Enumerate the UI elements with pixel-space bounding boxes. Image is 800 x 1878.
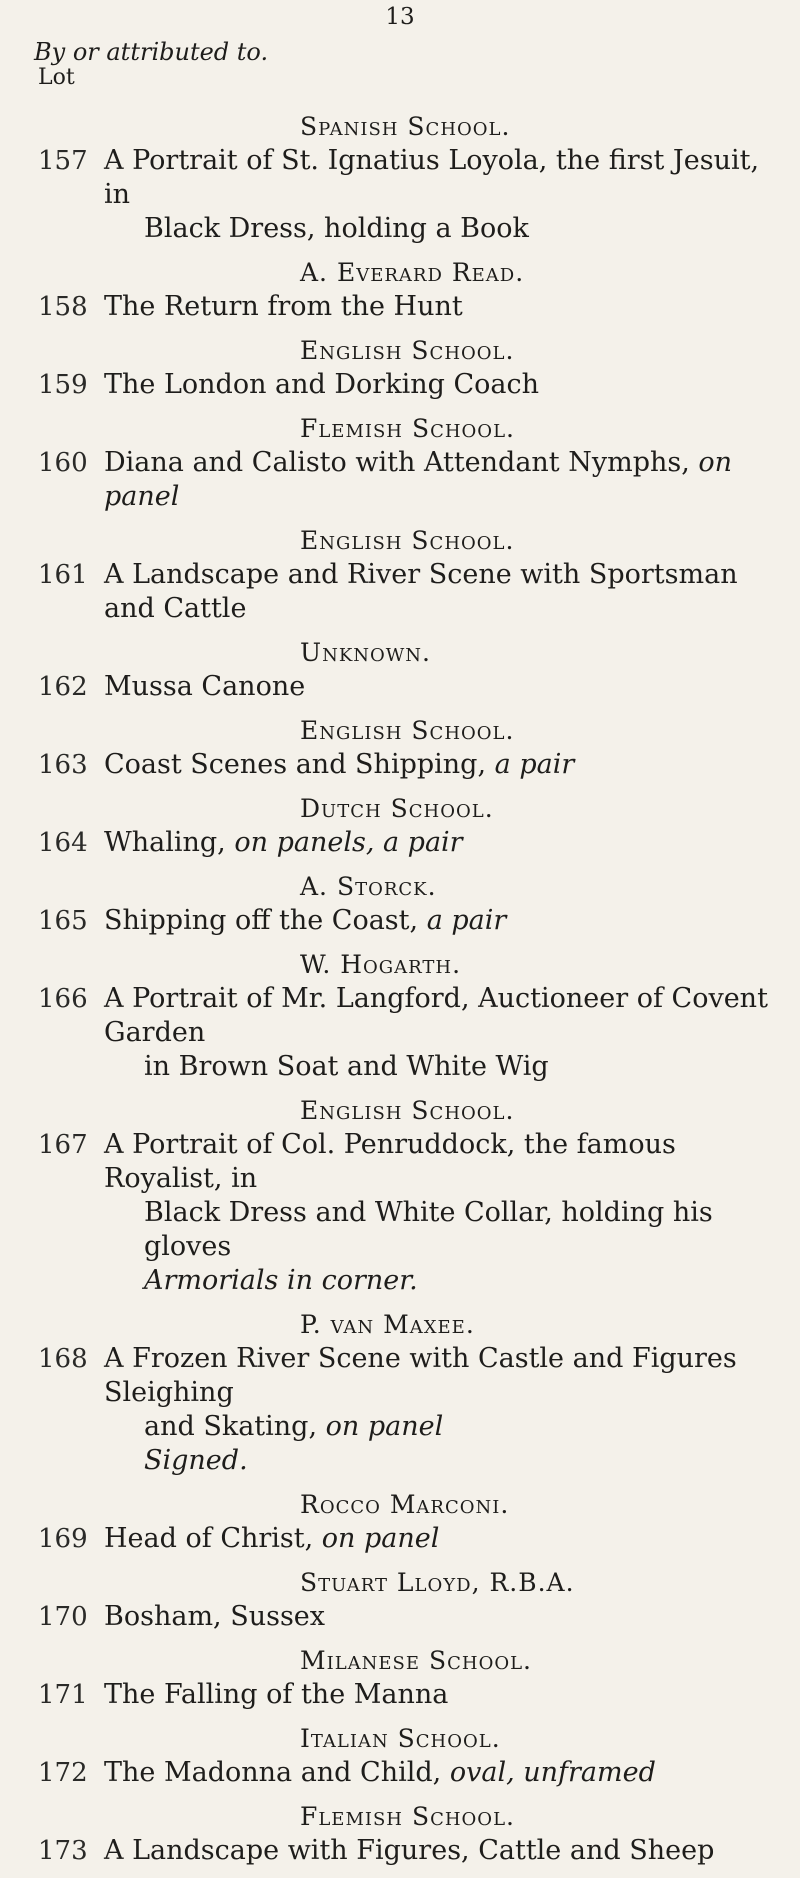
artist-attribution: Flemish School.: [300, 414, 515, 443]
lot-title: [104, 1678, 784, 1712]
lot-medium: on panel: [325, 1411, 444, 1442]
lot-number: 172: [38, 1758, 88, 1788]
lot-title-continued: [104, 1410, 784, 1444]
lot-title-text: Whaling,: [104, 827, 226, 858]
artist-attribution: P. van Maxee.: [300, 1310, 475, 1339]
lot-title: [104, 558, 784, 626]
lot-title-text: A Portrait of St. Ignatius Loyola, the first Jesuit, in: [104, 145, 760, 210]
lot-number: 163: [38, 750, 88, 780]
lot-note: Armorials in corner.: [144, 1265, 418, 1296]
artist-attribution: A. Everard Read.: [300, 258, 525, 287]
lot-title: [104, 1834, 784, 1868]
lot-entry: [0, 870, 800, 938]
lot-title-continued: Black Dress and White Collar, holding his gloves: [144, 1197, 713, 1262]
lot-entry: [0, 1094, 800, 1298]
lot-entry: [0, 636, 800, 704]
lot-title: [104, 826, 784, 860]
lot-number: 169: [38, 1524, 88, 1554]
lot-title: [104, 748, 784, 782]
artist-attribution: Spanish School.: [300, 112, 511, 141]
lot-number: 160: [38, 448, 88, 478]
artist-attribution: W. Hogarth.: [300, 950, 462, 979]
lot-title: [104, 368, 784, 402]
artist-attribution: English School.: [300, 526, 515, 555]
lot-number: 166: [38, 984, 88, 1014]
lot-entry: [0, 714, 800, 782]
lot-title-text: A Landscape with Figures, Cattle and Sheep: [104, 1835, 715, 1866]
lot-title-continued-text: and Skating,: [144, 1411, 318, 1442]
artist-attribution: English School.: [300, 1096, 515, 1125]
lot-entry: [0, 1800, 800, 1868]
lot-note: Signed.: [144, 1445, 248, 1476]
lot-title-text: A Portrait of Mr. Langford, Auctioneer of Covent Garden: [104, 983, 768, 1048]
lot-entry: [0, 1308, 800, 1478]
lot-title-text: The London and Dorking Coach: [104, 369, 539, 400]
lot-title: [104, 670, 784, 704]
lot-title-text: The Falling of the Manna: [104, 1679, 449, 1710]
lot-title-continued: Black Dress, holding a Book: [144, 213, 529, 244]
lot-number: 159: [38, 370, 88, 400]
lot-title-text: Mussa Canone: [104, 671, 306, 702]
lot-title-text: A Frozen River Scene with Castle and Figures Sleighing: [104, 1343, 737, 1408]
lot-number: 157: [38, 146, 88, 176]
lot-title-text: Shipping off the Coast,: [104, 905, 419, 936]
catalogue-heading: By or attributed to.: [34, 38, 269, 66]
lot-medium: on panel: [321, 1523, 440, 1554]
lot-title: [104, 290, 784, 324]
lot-title: [104, 1342, 784, 1444]
lot-title-text: Bosham, Sussex: [104, 1601, 326, 1632]
lot-entry: [0, 948, 800, 1084]
lot-number: 170: [38, 1602, 88, 1632]
artist-attribution: English School.: [300, 716, 515, 745]
artist-attribution: Stuart Lloyd, R.B.A.: [300, 1568, 575, 1597]
lot-entry: [0, 1488, 800, 1556]
lot-title: [104, 144, 784, 246]
lot-title-text: Head of Christ,: [104, 1523, 314, 1554]
artist-attribution: Italian School.: [300, 1724, 501, 1753]
lot-number: 165: [38, 906, 88, 936]
lot-title: [104, 1128, 784, 1264]
lot-medium: on panel: [104, 447, 733, 512]
lot-entry: [0, 334, 800, 402]
lot-entry: [0, 524, 800, 626]
lot-title: [104, 904, 784, 938]
lot-medium: a pair: [494, 749, 575, 780]
lot-medium: on panels, a pair: [234, 827, 463, 858]
artist-attribution: Dutch School.: [300, 794, 494, 823]
lot-title-text: The Return from the Hunt: [104, 291, 463, 322]
lot-title: [104, 982, 784, 1084]
lot-title-text: A Landscape and River Scene with Sportsman and Cattle: [104, 559, 738, 624]
lot-entry: [0, 1722, 800, 1790]
artist-attribution: Flemish School.: [300, 1802, 515, 1831]
lot-entry: [0, 256, 800, 324]
artist-attribution: English School.: [300, 336, 515, 365]
lot-medium: oval, unframed: [449, 1757, 656, 1788]
lot-title: [104, 1600, 784, 1634]
lot-title-text: The Madonna and Child,: [104, 1757, 442, 1788]
lot-number: 173: [38, 1836, 88, 1866]
lot-number: 171: [38, 1680, 88, 1710]
artist-attribution: Milanese School.: [300, 1646, 532, 1675]
artist-attribution: Unknown.: [300, 638, 431, 667]
lot-title-text: Diana and Calisto with Attendant Nymphs,: [104, 447, 690, 478]
lot-number: 161: [38, 560, 88, 590]
lot-number: 168: [38, 1344, 88, 1374]
lot-entry: [0, 792, 800, 860]
lot-title: [104, 446, 784, 514]
lot-title-continued: in Brown Soat and White Wig: [144, 1051, 549, 1082]
lot-medium: a pair: [426, 905, 507, 936]
lot-title: [104, 1756, 784, 1790]
lot-title: [104, 1522, 784, 1556]
lot-number: 167: [38, 1130, 88, 1160]
lot-column-label: Lot: [38, 65, 75, 90]
lot-entry: [0, 110, 800, 246]
lot-entry: [0, 412, 800, 514]
lot-entry: [0, 1566, 800, 1634]
lot-number: 158: [38, 292, 88, 322]
lot-list: [0, 110, 800, 1878]
lot-number: 162: [38, 672, 88, 702]
artist-attribution: Rocco Marconi.: [300, 1490, 510, 1519]
lot-title-text: Coast Scenes and Shipping,: [104, 749, 487, 780]
lot-entry: [0, 1644, 800, 1712]
lot-number: 164: [38, 828, 88, 858]
artist-attribution: A. Storck.: [300, 872, 437, 901]
lot-title-text: A Portrait of Col. Penruddock, the famous Royalist, in: [104, 1129, 676, 1194]
page-number: 13: [385, 4, 415, 30]
